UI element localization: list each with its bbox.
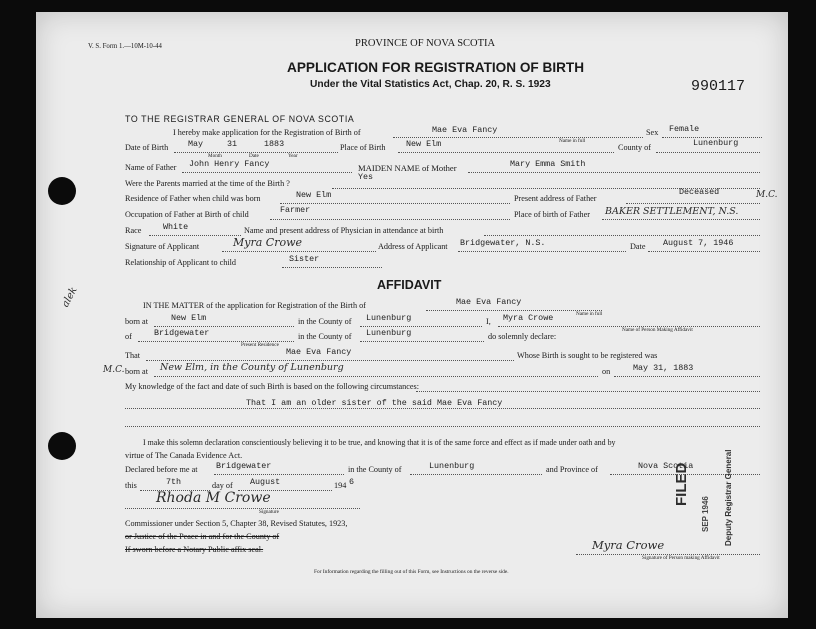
deponent-caption: Name of Person Making Affidavit bbox=[622, 327, 693, 333]
birthplace-line bbox=[154, 376, 598, 377]
place-birth-father-label: Place of birth of Father bbox=[514, 210, 590, 219]
declared-county-line bbox=[410, 474, 542, 475]
declared-place: Bridgewater bbox=[216, 461, 272, 471]
knowledge-label: My knowledge of the fact and date of such Birth is based on the following circumstances: bbox=[125, 382, 419, 391]
registration-number: 990117 bbox=[691, 78, 746, 95]
stamp-deputy: Deputy Registrar General bbox=[724, 449, 733, 546]
signature-applicant-label: Signature of Applicant bbox=[125, 242, 200, 251]
occupation-line bbox=[270, 219, 510, 220]
relationship-line bbox=[282, 267, 382, 268]
that-label: That bbox=[125, 351, 141, 360]
that-name: Mae Eva Fancy bbox=[286, 347, 352, 357]
race-line bbox=[149, 235, 241, 236]
affidavit-county-label: in the County of bbox=[298, 317, 352, 326]
place-of-birth-label: Place of Birth bbox=[340, 143, 386, 152]
address-applicant-line bbox=[458, 251, 626, 252]
circumstance-text: That I am an older sister of the said Mae Eva Fancy bbox=[246, 398, 503, 408]
whose-birth-label: Whose Birth is sought to be registered was bbox=[517, 351, 658, 360]
birth-date-line bbox=[614, 376, 760, 377]
present-residence-caption: Present Residence bbox=[241, 342, 279, 348]
signature-applicant-line bbox=[222, 251, 376, 252]
physician-line bbox=[484, 235, 760, 236]
stamp-filed: FILED bbox=[673, 462, 690, 506]
mother-name-value: Mary Emma Smith bbox=[510, 159, 586, 169]
province-heading: PROVINCE OF NOVA SCOTIA bbox=[355, 38, 496, 49]
present-address-value: Deceased bbox=[679, 187, 720, 197]
page-title: APPLICATION FOR REGISTRATION OF BIRTH bbox=[287, 60, 585, 75]
punch-hole-bottom bbox=[48, 432, 76, 460]
knowledge-line-3 bbox=[125, 426, 760, 427]
affidavit-child-value: Mae Eva Fancy bbox=[456, 297, 522, 307]
solemnly-declare-label: do solemnly declare: bbox=[488, 332, 557, 341]
residence-father-value: New Elm bbox=[296, 190, 332, 200]
race-value: White bbox=[163, 222, 189, 232]
affidavit-residence-county: Lunenburg bbox=[366, 328, 412, 338]
application-date-label: Date bbox=[630, 242, 646, 251]
father-name-value: John Henry Fancy bbox=[189, 159, 270, 169]
affidavit-i-label: I, bbox=[486, 317, 491, 326]
father-birthplace-value: BAKER SETTLEMENT, N.S. bbox=[605, 206, 739, 217]
affidavit-birth-date: May 31, 1883 bbox=[633, 363, 694, 373]
declared-county-label: in the County of bbox=[348, 465, 402, 474]
relationship-value: Sister bbox=[289, 254, 320, 264]
residence-father-line bbox=[280, 203, 510, 204]
declared-before-label: Declared before me at bbox=[125, 465, 198, 474]
registrar-heading: TO THE REGISTRAR GENERAL OF NOVA SCOTIA bbox=[125, 114, 355, 124]
margin-note-2: M.C. bbox=[103, 365, 125, 375]
date-caption: Date bbox=[249, 153, 259, 159]
affidavit-born-line bbox=[154, 326, 294, 327]
place-of-birth-line bbox=[398, 152, 614, 153]
present-address-father-label: Present address of Father bbox=[514, 194, 597, 203]
affidavit-county-label-2: in the County of bbox=[298, 332, 352, 341]
application-date-value: August 7, 1946 bbox=[663, 238, 734, 248]
year-digit: 6 bbox=[349, 477, 355, 487]
sex-value: Female bbox=[669, 124, 700, 134]
deponent-signature-caption: Signature of Person making Affidavit bbox=[642, 555, 720, 561]
on-label: on bbox=[602, 367, 611, 376]
sex-label: Sex bbox=[646, 128, 659, 137]
birth-year-value: 1883 bbox=[264, 139, 285, 149]
year-prefix: 194 bbox=[334, 481, 347, 490]
this-label: this bbox=[125, 481, 137, 490]
affidavit-residence: Bridgewater bbox=[154, 328, 210, 338]
declaration-line-1: I make this solemn declaration conscientiously believing it to be true, and knowing that it is of the same force and effect as if made under oath and by bbox=[143, 438, 616, 447]
knowledge-line-1 bbox=[416, 391, 760, 392]
filed-stamp bbox=[673, 442, 756, 562]
father-birthplace-line bbox=[602, 219, 760, 220]
that-line bbox=[146, 360, 514, 361]
parents-married-value: Yes bbox=[358, 172, 374, 182]
birth-month-value: May bbox=[188, 139, 204, 149]
race-label: Race bbox=[125, 226, 142, 235]
declared-day: 7th bbox=[166, 477, 182, 487]
applicant-address-value: Bridgewater, N.S. bbox=[460, 238, 546, 248]
birth-day-value: 31 bbox=[227, 139, 238, 149]
margin-note-1: alek bbox=[60, 285, 80, 310]
declaration-line-2: virtue of The Canada Evidence Act. bbox=[125, 451, 243, 460]
affidavit-county-line-2 bbox=[360, 341, 484, 342]
child-name-line bbox=[393, 137, 643, 138]
mother-name-line bbox=[468, 172, 760, 173]
affidavit-of-label: of bbox=[125, 332, 132, 341]
declared-province: Nova Scotia bbox=[638, 461, 694, 471]
footer-note: For Information regarding the filling out of this Form, see Instructions on the reverse side. bbox=[314, 569, 509, 575]
affidavit-born-place: New Elm bbox=[171, 313, 207, 323]
mother-maiden-name-label: MAIDEN NAME of Mother bbox=[358, 163, 457, 173]
commissioner-signature: Rhoda M Crowe bbox=[156, 490, 271, 506]
year-caption: Year bbox=[288, 153, 298, 159]
child-name-value: Mae Eva Fancy bbox=[432, 125, 498, 135]
declared-month: August bbox=[250, 477, 281, 487]
affidavit-born-at-label: born at bbox=[125, 317, 148, 326]
day-of-label: day of bbox=[212, 481, 233, 490]
relationship-label: Relationship of Applicant to child bbox=[125, 258, 236, 267]
signature-caption: Signature bbox=[259, 509, 279, 515]
present-address-note: M.C. bbox=[756, 190, 778, 200]
commissioner-signature-line bbox=[125, 508, 360, 509]
affidavit-heading: AFFIDAVIT bbox=[377, 278, 442, 292]
stamp-date: SEP 1946 bbox=[701, 496, 710, 532]
applicant-signature: Myra Crowe bbox=[233, 236, 303, 249]
residence-father-label: Residence of Father when child was born bbox=[125, 194, 261, 203]
present-address-line bbox=[626, 203, 760, 204]
in-the-matter-label: IN THE MATTER of the application for Registration of the Birth of bbox=[143, 301, 366, 310]
affidavit-name-caption: Name in full bbox=[576, 311, 603, 317]
birth-registration-form bbox=[36, 12, 788, 618]
commissioner-line-2: or Justice of the Peace in and for the County of bbox=[125, 532, 280, 541]
date-of-birth-label: Date of Birth bbox=[125, 143, 169, 152]
application-date-line bbox=[648, 251, 760, 252]
occupation-value: Farmer bbox=[280, 205, 311, 215]
page-subtitle: Under the Vital Statistics Act, Chap. 20, R. S. 1923 bbox=[310, 79, 551, 90]
intro-label: I hereby make application for the Registration of Birth of bbox=[173, 128, 361, 137]
physician-label: Name and present address of Physician in attendance at birth bbox=[244, 226, 444, 235]
month-caption: Month bbox=[208, 153, 222, 159]
affidavit-county-value: Lunenburg bbox=[366, 313, 412, 323]
parents-married-label: Were the Parents married at the time of the Birth ? bbox=[125, 179, 290, 188]
form-number-label: V. S. Form 1.—10M-10-44 bbox=[88, 43, 162, 50]
occupation-father-label: Occupation of Father at Birth of child bbox=[125, 210, 249, 219]
commissioner-line-3: If sworn before a Notary Public affix seal. bbox=[125, 545, 264, 554]
father-name-label: Name of Father bbox=[125, 163, 177, 172]
knowledge-line-2 bbox=[125, 408, 760, 409]
address-applicant-label: Address of Applicant bbox=[378, 242, 448, 251]
place-of-birth-value: New Elm bbox=[406, 139, 442, 149]
county-value: Lunenburg bbox=[693, 138, 739, 148]
county-label: County of bbox=[618, 143, 651, 152]
province-of-label: and Province of bbox=[546, 465, 598, 474]
punch-hole-top bbox=[48, 177, 76, 205]
county-line bbox=[656, 152, 760, 153]
birthplace-handwritten: New Elm, in the County of Lunenburg bbox=[160, 362, 344, 373]
declared-county: Lunenburg bbox=[429, 461, 475, 471]
commissioner-line-1: Commissioner under Section 5, Chapter 38, Revised Statutes, 1923, bbox=[125, 519, 348, 528]
father-name-line bbox=[182, 172, 352, 173]
name-in-full-caption: Name in full bbox=[559, 138, 586, 144]
deponent-name: Myra Crowe bbox=[503, 313, 554, 323]
declared-place-line bbox=[214, 474, 344, 475]
deponent-signature: Myra Crowe bbox=[592, 538, 665, 552]
affidavit-born-at-label-2: born at bbox=[125, 367, 148, 376]
affidavit-county-line bbox=[360, 326, 482, 327]
